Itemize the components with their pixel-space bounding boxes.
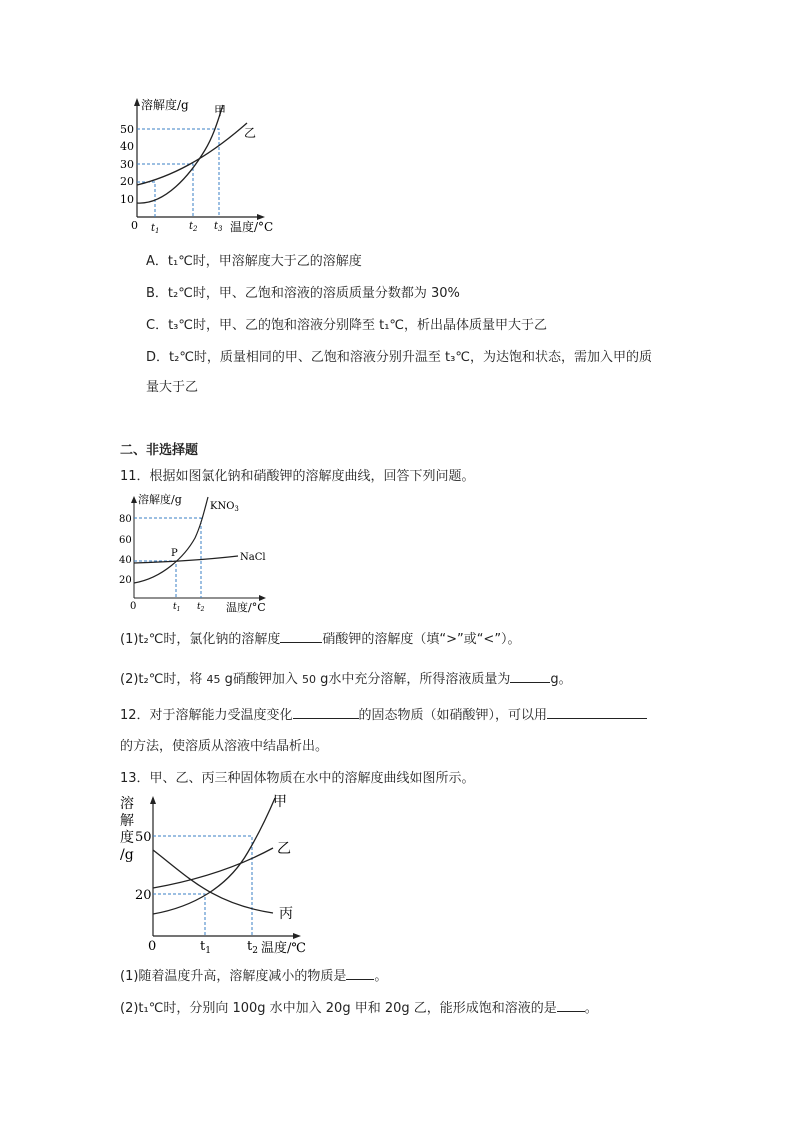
- solubility-graph-1: [110, 95, 280, 245]
- q13-p1-end: 。: [374, 969, 388, 984]
- g1-ytick: 40: [120, 140, 134, 153]
- answer-blank[interactable]: [346, 967, 374, 980]
- answer-blank[interactable]: [510, 670, 550, 683]
- g3-origin: 0: [148, 939, 157, 954]
- g1-xtick: $t_2$: [189, 221, 198, 233]
- q12-pre: 12．对于溶解能力受温度变化: [120, 708, 293, 723]
- g3-xtick: $t_2$: [247, 939, 258, 956]
- q13-part1: [120, 967, 387, 986]
- q11-part2: [120, 670, 572, 689]
- q11-p1-post: 硝酸钾的溶解度（填“>”或“<”）。: [322, 632, 521, 647]
- g1-xtick: $t_3$: [214, 221, 223, 233]
- answer-blank[interactable]: [280, 630, 322, 643]
- g2-ylabel: 溶解度/g: [138, 493, 182, 506]
- q13-stem: 13．甲、乙、丙三种固体物质在水中的溶解度曲线如图所示。: [120, 771, 475, 786]
- option-d: D．t₂℃时，质量相同的甲、乙饱和溶液分别升温至 t₃℃，为达饱和状态，需加入甲的质: [146, 350, 652, 365]
- q11-p2-end: g。: [550, 672, 572, 687]
- g3-ylabel-char: 度: [120, 830, 134, 846]
- g2-point-p: P: [171, 548, 178, 559]
- g2-xlabel: 温度/°C: [226, 601, 266, 614]
- q11-p2-pre: (2)t₂℃时，将: [120, 672, 203, 687]
- q11-p2-n2: 50: [302, 673, 317, 686]
- g3-curve-label: 丙: [279, 906, 293, 922]
- g1-ytick: 50: [120, 123, 134, 136]
- option-b: B．t₂℃时，甲、乙饱和溶液的溶质质量分数都为 30%: [146, 286, 460, 301]
- option-d-cont: 量大于乙: [146, 380, 199, 395]
- g3-curve-label: 甲: [273, 794, 287, 810]
- g2-curve-label-nacl: NaCl: [240, 552, 266, 563]
- q13-p1: (1)随着温度升高，溶解度减小的物质是: [120, 969, 347, 984]
- g2-ytick: 60: [119, 535, 132, 546]
- g3-xtick: $t_1$: [200, 939, 211, 956]
- g2-ytick: 40: [119, 555, 132, 566]
- g1-ytick: 20: [120, 175, 134, 188]
- q13-part2: [120, 999, 598, 1018]
- q12-line2: 的方法，使溶质从溶液中结晶析出。: [120, 739, 329, 754]
- q12-mid: 的固态物质（如硝酸钾），可以用: [358, 708, 548, 723]
- g1-curve-label: 乙: [244, 126, 257, 140]
- g2-ytick: 80: [119, 514, 132, 525]
- g1-xlabel: 温度/°C: [230, 220, 274, 234]
- g3-ylabel-char: /g: [120, 847, 134, 863]
- q11-p2-n1: 45: [206, 673, 221, 686]
- solubility-graph-kno3-nacl: [113, 492, 273, 616]
- solubility-graph-3: [113, 792, 313, 957]
- q12-line1: [120, 706, 647, 725]
- q11-p2-post: g水中充分溶解，所得溶液质量为: [320, 672, 511, 687]
- g2-curve-label-kno3: $KNO_3$: [210, 501, 239, 513]
- q13-p2-end: 。: [584, 1001, 598, 1016]
- g3-ylabel-char: 溶: [120, 796, 134, 812]
- g3-ytick: 20: [135, 888, 152, 903]
- q11-stem: 11．根据如图氯化钠和硝酸钾的溶解度曲线，回答下列问题。: [120, 469, 475, 484]
- option-a: A．t₁℃时，甲溶解度大于乙的溶解度: [146, 254, 362, 269]
- g2-xtick: $t_2$: [197, 602, 205, 613]
- g3-xlabel: 温度/℃: [261, 941, 306, 956]
- q11-p2-mid: g硝酸钾加入: [224, 672, 298, 687]
- g1-ytick: 30: [120, 158, 134, 171]
- g1-ylabel: 溶解度/g: [141, 98, 189, 112]
- g1-origin: 0: [131, 219, 138, 232]
- q13-p2: (2)t₁℃时，分别向 100g 水中加入 20g 甲和 20g 乙，能形成饱和溶液的是: [120, 1001, 557, 1016]
- answer-blank[interactable]: [293, 706, 359, 719]
- g2-origin: 0: [130, 601, 137, 612]
- answer-blank[interactable]: [547, 706, 647, 719]
- g3-ylabel-char: 解: [120, 813, 134, 829]
- g1-curve-label: 甲: [214, 104, 227, 118]
- section-title: 二、非选择题: [120, 443, 199, 458]
- g3-ytick: 50: [135, 830, 152, 845]
- g1-xtick: $t_1$: [151, 223, 160, 235]
- g1-ytick: 10: [120, 193, 134, 206]
- g2-xtick: $t_1$: [173, 602, 181, 613]
- q11-part1: [120, 630, 521, 649]
- g2-ytick: 20: [119, 575, 132, 586]
- answer-blank[interactable]: [557, 999, 585, 1012]
- option-c: C．t₃℃时，甲、乙的饱和溶液分别降至 t₁℃，析出晶体质量甲大于乙: [146, 318, 548, 333]
- q11-p1-pre: (1)t₂℃时，氯化钠的溶解度: [120, 632, 281, 647]
- g3-curve-label: 乙: [277, 841, 291, 857]
